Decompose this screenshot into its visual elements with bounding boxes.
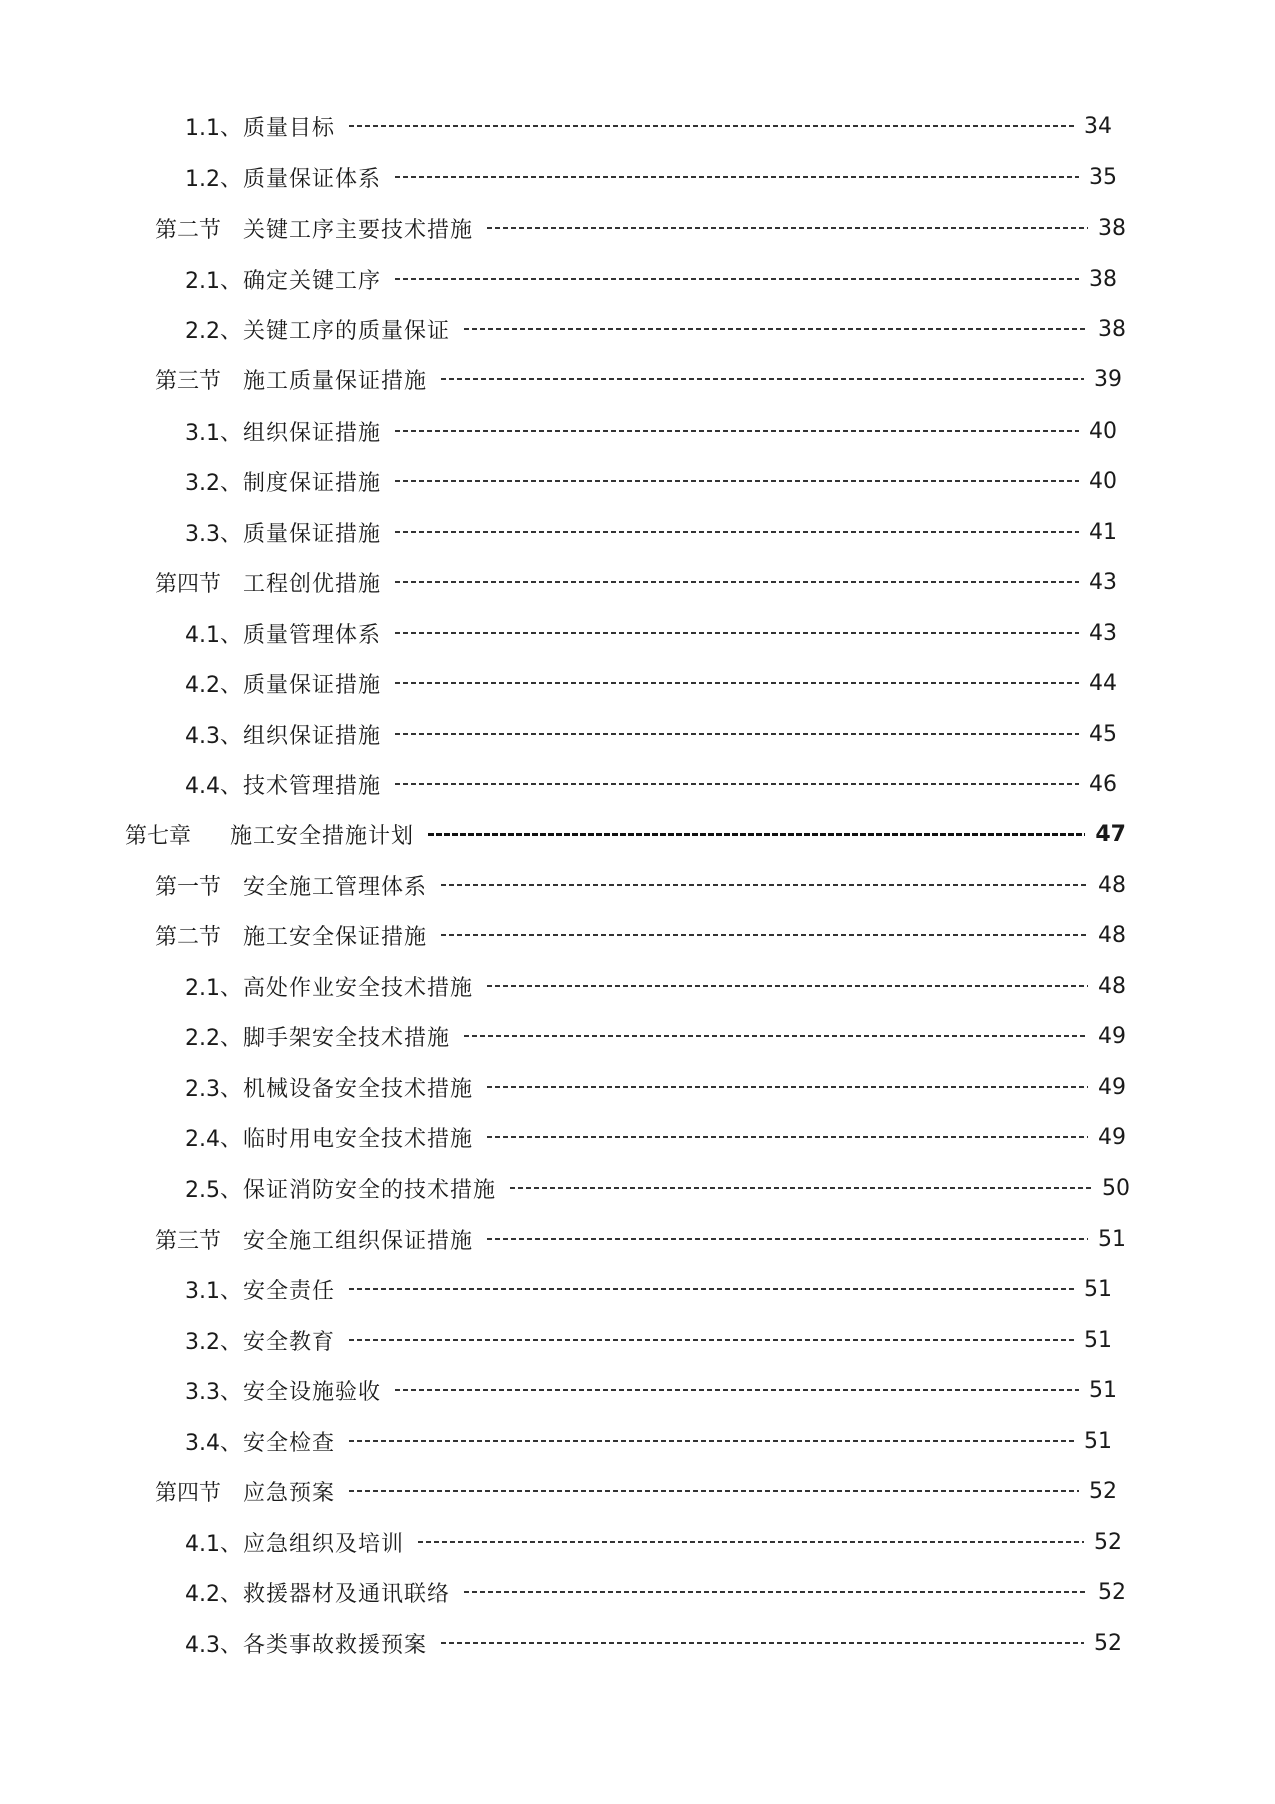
toc-number: 4.4、 bbox=[185, 773, 242, 799]
toc-page-number: 41 bbox=[1089, 519, 1117, 545]
toc-title: 质量目标 bbox=[243, 115, 336, 141]
toc-dot-leader bbox=[395, 682, 1079, 684]
toc-page-number: 51 bbox=[1084, 1327, 1112, 1353]
toc-number: 2.2、 bbox=[185, 1025, 242, 1051]
toc-title: 脚手架安全技术措施 bbox=[243, 1025, 451, 1051]
toc-number: 第四节 bbox=[155, 571, 222, 597]
toc-number: 第四节 bbox=[155, 1480, 222, 1506]
toc-page-number: 49 bbox=[1098, 1074, 1126, 1100]
toc-dot-leader bbox=[418, 1541, 1084, 1543]
toc-number: 第二节 bbox=[155, 924, 222, 950]
toc-title: 质量保证体系 bbox=[243, 166, 382, 192]
toc-title: 各类事故救援预案 bbox=[243, 1632, 428, 1658]
toc-subsection-entry[interactable] bbox=[185, 1325, 1112, 1355]
toc-number: 第一节 bbox=[155, 874, 222, 900]
toc-dot-leader bbox=[349, 1440, 1074, 1442]
toc-subsection-entry[interactable] bbox=[185, 1173, 1130, 1203]
toc-dot-leader bbox=[487, 1238, 1088, 1240]
toc-number: 2.4、 bbox=[185, 1126, 242, 1152]
toc-number: 第三节 bbox=[155, 368, 222, 394]
toc-page-number: 52 bbox=[1094, 1630, 1122, 1656]
toc-dot-leader bbox=[395, 531, 1079, 533]
toc-dot-leader bbox=[441, 378, 1084, 380]
toc-dot-leader bbox=[487, 1136, 1088, 1138]
toc-dot-leader bbox=[464, 328, 1088, 330]
toc-section-entry[interactable] bbox=[155, 213, 1126, 243]
toc-number: 第三节 bbox=[155, 1228, 222, 1254]
toc-number: 第七章 bbox=[125, 823, 192, 849]
toc-number: 2.3、 bbox=[185, 1076, 242, 1102]
toc-page-number: 51 bbox=[1089, 1377, 1117, 1403]
toc-page-number: 43 bbox=[1089, 569, 1117, 595]
toc-dot-leader bbox=[395, 1389, 1079, 1391]
toc-title: 应急组织及培训 bbox=[243, 1531, 405, 1557]
toc-dot-leader bbox=[395, 783, 1079, 785]
toc-dot-leader bbox=[349, 125, 1074, 127]
toc-dot-leader bbox=[395, 278, 1079, 280]
toc-page-number: 47 bbox=[1095, 821, 1126, 847]
toc-title: 组织保证措施 bbox=[243, 420, 382, 446]
toc-number: 1.2、 bbox=[185, 166, 242, 192]
toc-dot-leader bbox=[510, 1187, 1092, 1189]
toc-title: 临时用电安全技术措施 bbox=[243, 1126, 474, 1152]
toc-subsection-entry[interactable] bbox=[185, 314, 1126, 344]
toc-section-entry[interactable] bbox=[155, 920, 1126, 950]
toc-page-number: 49 bbox=[1098, 1023, 1126, 1049]
toc-dot-leader bbox=[395, 176, 1079, 178]
toc-title: 技术管理措施 bbox=[243, 773, 382, 799]
toc-dot-leader bbox=[395, 733, 1079, 735]
toc-title: 质量保证措施 bbox=[243, 521, 382, 547]
toc-section-entry[interactable] bbox=[155, 870, 1126, 900]
toc-page-number: 51 bbox=[1084, 1428, 1112, 1454]
toc-page-number: 45 bbox=[1089, 721, 1117, 747]
toc-dot-leader bbox=[441, 1642, 1084, 1644]
toc-section-entry[interactable] bbox=[155, 567, 1117, 597]
toc-page-number: 51 bbox=[1098, 1226, 1126, 1252]
toc-subsection-entry[interactable] bbox=[185, 719, 1117, 749]
toc-dot-leader bbox=[428, 833, 1085, 836]
toc-subsection-entry[interactable] bbox=[185, 1072, 1126, 1102]
toc-subsection-entry[interactable] bbox=[185, 1274, 1112, 1304]
toc-dot-leader bbox=[464, 1035, 1088, 1037]
toc-number: 3.1、 bbox=[185, 1278, 242, 1304]
toc-page-number: 48 bbox=[1098, 973, 1126, 999]
toc-title: 关键工序主要技术措施 bbox=[243, 217, 474, 243]
toc-number: 4.2、 bbox=[185, 672, 242, 698]
toc-number: 4.2、 bbox=[185, 1581, 242, 1607]
toc-number: 4.3、 bbox=[185, 723, 242, 749]
toc-dot-leader bbox=[395, 480, 1079, 482]
toc-page-number: 52 bbox=[1098, 1579, 1126, 1605]
toc-page-number: 40 bbox=[1089, 418, 1117, 444]
toc-subsection-entry[interactable] bbox=[185, 1375, 1117, 1405]
toc-title: 安全设施验收 bbox=[243, 1379, 382, 1405]
toc-subsection-entry[interactable] bbox=[185, 1628, 1122, 1658]
toc-title: 应急预案 bbox=[243, 1480, 336, 1506]
toc-number: 3.2、 bbox=[185, 470, 242, 496]
toc-number: 3.3、 bbox=[185, 521, 242, 547]
toc-subsection-entry[interactable] bbox=[185, 111, 1112, 141]
toc-number: 4.1、 bbox=[185, 1531, 242, 1557]
toc-title: 关键工序的质量保证 bbox=[243, 318, 451, 344]
toc-number: 4.3、 bbox=[185, 1632, 242, 1658]
toc-dot-leader bbox=[441, 934, 1088, 936]
toc-number: 2.1、 bbox=[185, 975, 242, 1001]
toc-dot-leader bbox=[487, 985, 1088, 987]
toc-title: 确定关键工序 bbox=[243, 268, 382, 294]
toc-title: 保证消防安全的技术措施 bbox=[243, 1177, 497, 1203]
toc-page-number: 34 bbox=[1084, 113, 1112, 139]
toc-dot-leader bbox=[487, 1086, 1088, 1088]
toc-number: 3.4、 bbox=[185, 1430, 242, 1456]
toc-page-number: 39 bbox=[1094, 366, 1122, 392]
toc-title: 工程创优措施 bbox=[243, 571, 382, 597]
toc-page-number: 46 bbox=[1089, 771, 1117, 797]
toc-number: 2.2、 bbox=[185, 318, 242, 344]
toc-page-number: 38 bbox=[1089, 266, 1117, 292]
toc-subsection-entry[interactable] bbox=[185, 1122, 1126, 1152]
toc-title: 安全责任 bbox=[243, 1278, 336, 1304]
toc-dot-leader bbox=[464, 1591, 1088, 1593]
toc-page-number: 38 bbox=[1098, 215, 1126, 241]
toc-subsection-entry[interactable] bbox=[185, 668, 1117, 698]
toc-dot-leader bbox=[349, 1288, 1074, 1290]
toc-subsection-entry[interactable] bbox=[185, 1021, 1126, 1051]
toc-title: 制度保证措施 bbox=[243, 470, 382, 496]
toc-number: 第二节 bbox=[155, 217, 222, 243]
toc-page-number: 35 bbox=[1089, 164, 1117, 190]
toc-page-number: 48 bbox=[1098, 872, 1126, 898]
toc-title: 施工安全措施计划 bbox=[230, 823, 415, 849]
toc-dot-leader bbox=[395, 430, 1079, 432]
toc-subsection-entry[interactable] bbox=[185, 466, 1117, 496]
toc-dot-leader bbox=[441, 884, 1088, 886]
toc-number: 3.3、 bbox=[185, 1379, 242, 1405]
toc-subsection-entry[interactable] bbox=[185, 1426, 1112, 1456]
toc-subsection-entry[interactable] bbox=[185, 769, 1117, 799]
toc-subsection-entry[interactable] bbox=[185, 1577, 1126, 1607]
toc-title: 质量管理体系 bbox=[243, 622, 382, 648]
toc-chapter-entry[interactable] bbox=[125, 819, 1126, 849]
toc-title: 安全教育 bbox=[243, 1329, 336, 1355]
toc-subsection-entry[interactable] bbox=[185, 1527, 1122, 1557]
toc-number: 2.1、 bbox=[185, 268, 242, 294]
toc-dot-leader bbox=[487, 227, 1088, 229]
toc-page-number: 51 bbox=[1084, 1276, 1112, 1302]
toc-subsection-entry[interactable] bbox=[185, 618, 1117, 648]
toc-page-number: 38 bbox=[1098, 316, 1126, 342]
toc-section-entry[interactable] bbox=[155, 1224, 1126, 1254]
toc-title: 救援器材及通讯联络 bbox=[243, 1581, 451, 1607]
toc-page-number: 44 bbox=[1089, 670, 1117, 696]
toc-subsection-entry[interactable] bbox=[185, 264, 1117, 294]
toc-title: 组织保证措施 bbox=[243, 723, 382, 749]
toc-section-entry[interactable] bbox=[155, 364, 1122, 394]
toc-title: 安全检查 bbox=[243, 1430, 336, 1456]
toc-number: 2.5、 bbox=[185, 1177, 242, 1203]
toc-dot-leader bbox=[349, 1490, 1079, 1492]
toc-number: 1.1、 bbox=[185, 115, 242, 141]
toc-page-number: 40 bbox=[1089, 468, 1117, 494]
toc-section-entry[interactable] bbox=[155, 1476, 1117, 1506]
toc-subsection-entry[interactable] bbox=[185, 517, 1117, 547]
toc-title: 高处作业安全技术措施 bbox=[243, 975, 474, 1001]
toc-dot-leader bbox=[395, 581, 1079, 583]
toc-title: 安全施工管理体系 bbox=[243, 874, 428, 900]
toc-page-number: 52 bbox=[1089, 1478, 1117, 1504]
toc-page-number: 43 bbox=[1089, 620, 1117, 646]
toc-title: 质量保证措施 bbox=[243, 672, 382, 698]
toc-title: 施工质量保证措施 bbox=[243, 368, 428, 394]
toc-page-number: 49 bbox=[1098, 1124, 1126, 1150]
toc-page-number: 52 bbox=[1094, 1529, 1122, 1555]
toc-subsection-entry[interactable] bbox=[185, 416, 1117, 446]
toc-page-number: 50 bbox=[1102, 1175, 1130, 1201]
toc-title: 机械设备安全技术措施 bbox=[243, 1076, 474, 1102]
toc-subsection-entry[interactable] bbox=[185, 971, 1126, 1001]
toc-dot-leader bbox=[349, 1339, 1074, 1341]
toc-number: 3.1、 bbox=[185, 420, 242, 446]
toc-number: 3.2、 bbox=[185, 1329, 242, 1355]
toc-title: 施工安全保证措施 bbox=[243, 924, 428, 950]
toc-title: 安全施工组织保证措施 bbox=[243, 1228, 474, 1254]
toc-dot-leader bbox=[395, 632, 1079, 634]
toc-number: 4.1、 bbox=[185, 622, 242, 648]
toc-page-number: 48 bbox=[1098, 922, 1126, 948]
toc-subsection-entry[interactable] bbox=[185, 162, 1117, 192]
